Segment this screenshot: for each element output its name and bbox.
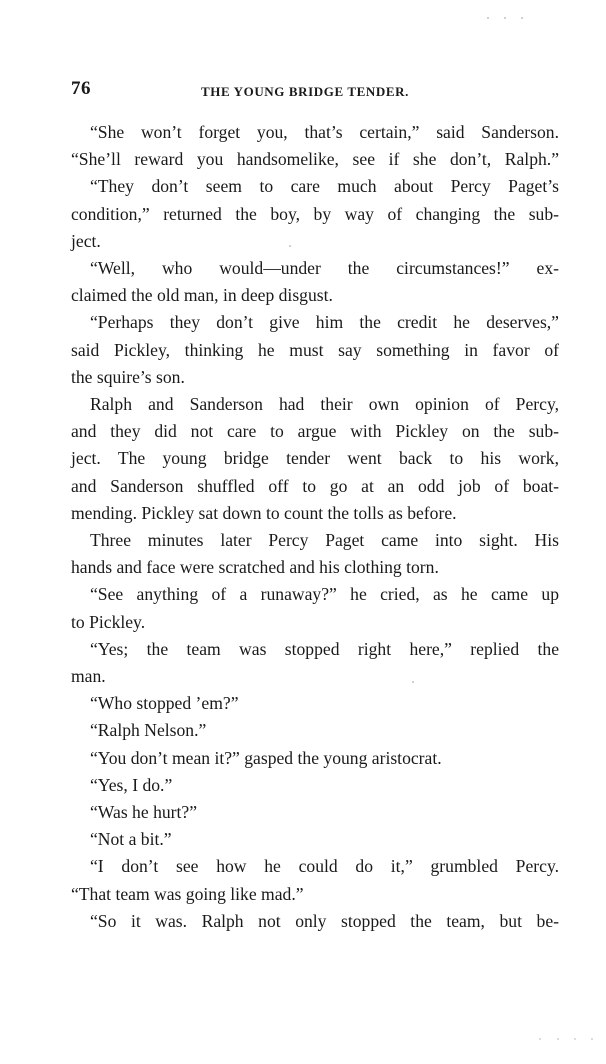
text-line: “Well, who would—under the circumstances!” ex- [90,258,559,279]
text-line: “She won’t forget you, that’s certain,” said Sanderson. [90,122,559,142]
text-line: said Pickley, thinking he must say something in favor of [71,339,559,360]
text-line: “Yes, I do.” [90,774,173,795]
text-line: “You don’t mean it?” gasped the young aristocrat. [90,747,442,768]
text-line: “They don’t seem to care much about Percy Paget’s [90,176,559,197]
text-line: “Was he hurt?” [90,802,198,823]
text-line: “See anything of a runaway?” he cried, as he came up [90,584,559,605]
text-line: to Pickley. [71,611,146,632]
text-line: “I don’t see how he could do it,” grumbled Percy. [90,856,559,877]
text-line: Ralph and Sanderson had their own opinion of Percy, [90,394,559,415]
text-line: and Sanderson shuffled off to go at an odd job of boat- [71,475,559,496]
page-number: 76 [71,78,91,99]
text-line: mending. Pickley sat down to count the tolls as before. [71,502,457,523]
text-line: “She’ll reward you handsomelike, see if she don’t, Ralph.” [71,149,559,170]
text-line: claimed the old man, in deep disgust. [71,285,333,306]
text-line: “Yes; the team was stopped right here,” replied the [90,638,559,659]
text-line: and they did not care to argue with Pickley on the sub- [71,421,559,442]
text-line: “So it was. Ralph not only stopped the team, but be- [90,910,559,931]
text-line: “Who stopped ’em?” [90,693,239,714]
text-line: “Perhaps they don’t give him the credit he deserves,” [90,312,559,333]
text-line: condition,” returned the boy, by way of changing the sub- [71,203,559,224]
text-line: “Ralph Nelson.” [90,720,207,741]
text-line: the squire’s son. [71,366,185,387]
text-line: Three minutes later Percy Paget came into sight. His [90,530,559,551]
text-line: ject. [71,230,101,251]
text-line: man. [71,666,106,687]
text-line: hands and face were scratched and his clothing torn. [71,557,439,578]
book-title: THE YOUNG BRIDGE TENDER. [201,84,409,99]
text-line: ject. The young bridge tender went back to his work, [71,448,559,469]
text-line: “That team was going like mad.” [71,883,304,904]
text-line: “Not a bit.” [90,829,172,850]
